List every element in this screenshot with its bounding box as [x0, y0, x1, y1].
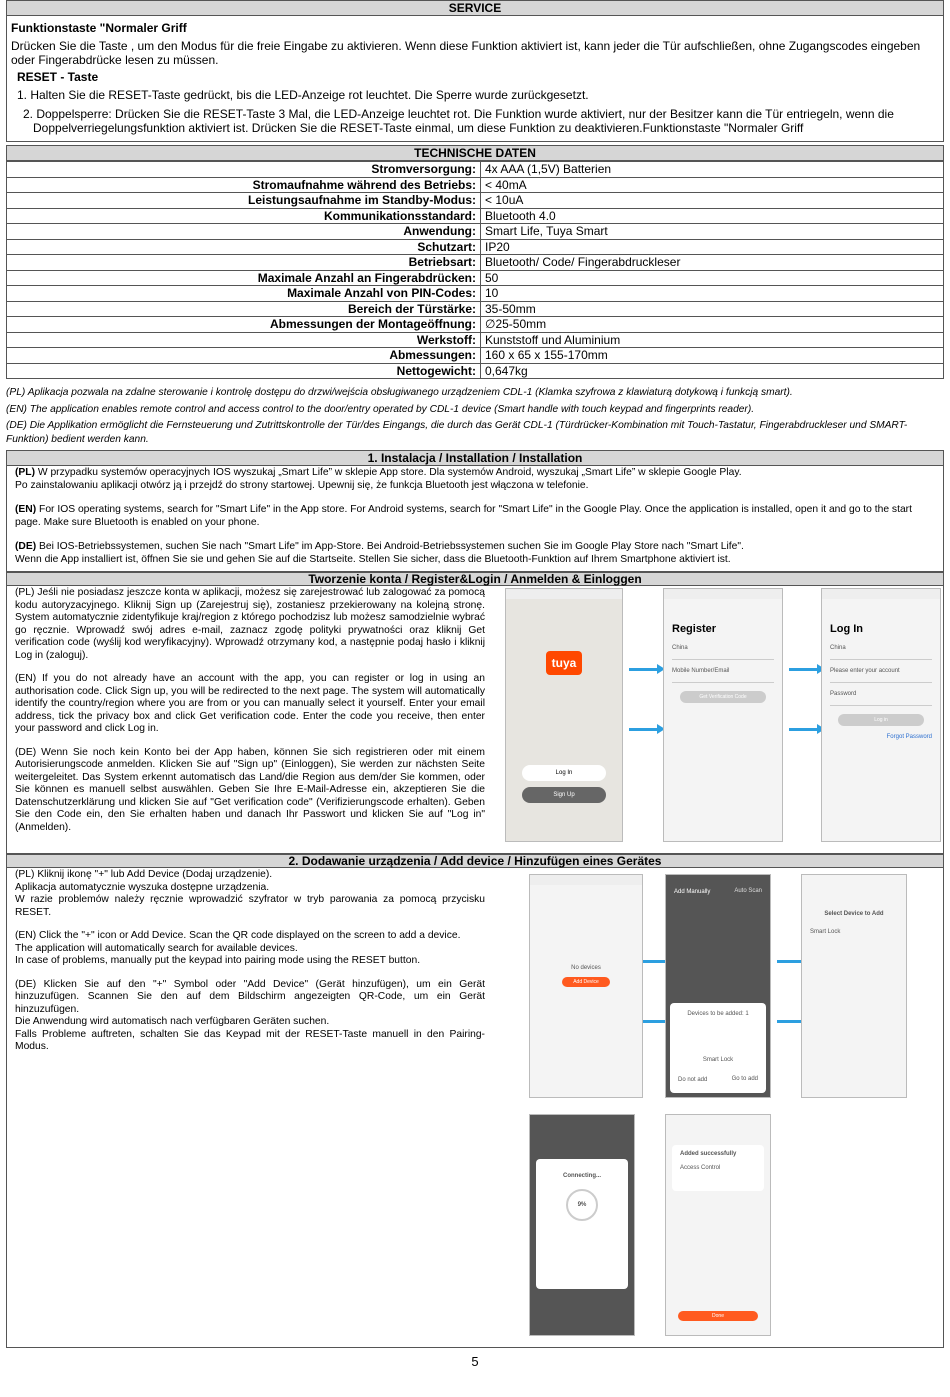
- install-de-1: Bei IOS-Betriebssystemen, suchen Sie nach "Smart Life" im App-Store. Bei Android-Betriebssystemen suchen Sie im Google Play Store nach "Smart Life".: [36, 541, 744, 552]
- install-de-2: Wenn die App installiert ist, öffnen Sie sie und gehen Sie auf die Startseite. Stellen Sie sicher, dass die Bluetooth-Funktion auf Ihrem Smartphone aktiviert ist.: [15, 553, 731, 565]
- tech-header: TECHNISCHE DATEN: [6, 145, 944, 161]
- select-smart-lock-item[interactable]: Smart Lock: [810, 929, 841, 935]
- install-section: [6, 466, 944, 572]
- reset-title: RESET - Taste: [17, 69, 99, 84]
- tech-value: Smart Life, Tuya Smart: [481, 224, 944, 240]
- tech-value: < 40mA: [481, 177, 944, 193]
- forgot-password-link[interactable]: Forgot Password: [886, 734, 932, 740]
- note-en: (EN) The application enables remote control and access control to the door/entry operated by CDL-1 device (Smart handle with touch keypad and fingerprints reader).: [6, 403, 755, 415]
- tech-value: Bluetooth 4.0: [481, 208, 944, 224]
- tech-value: Kunststoff und Aluminium: [481, 332, 944, 348]
- tech-key: Maximale Anzahl von PIN-Codes:: [7, 286, 481, 302]
- go-to-add-button[interactable]: Go to add: [731, 1076, 758, 1082]
- device-pl-1: (PL) Kliknij ikonę "+" lub Add Device (Dodaj urządzenie).: [15, 869, 273, 880]
- connecting-title: Connecting...: [563, 1173, 601, 1179]
- tech-key: Werkstoff:: [7, 332, 481, 348]
- tech-value: 35-50mm: [481, 301, 944, 317]
- device-section: [6, 868, 944, 1348]
- device-en-3: In case of problems, manually put the keypad into pairing mode using the RESET button.: [15, 955, 421, 966]
- tech-key: Maximale Anzahl an Fingerabdrücken:: [7, 270, 481, 286]
- tech-row: [7, 317, 944, 333]
- install-pl-2: Po zainstalowaniu aplikacji otwórz ją i przejdź do strony startowej. Upewnij się, że funkcja Bluetooth jest włączona w telefonie.: [15, 479, 589, 491]
- progress-percent: 9%: [566, 1189, 598, 1221]
- tech-value: 50: [481, 270, 944, 286]
- arrow-icon: [789, 668, 819, 671]
- device-de-2: Die Anwendung wird automatisch nach verfügbaren Geräten suchen.: [15, 1016, 330, 1027]
- tech-table: [6, 161, 944, 379]
- added-item: Access Control: [680, 1165, 721, 1171]
- tech-row: [7, 348, 944, 364]
- login-title: Log In: [830, 623, 863, 635]
- tech-row: [7, 224, 944, 240]
- tech-value: Bluetooth/ Code/ Fingerabdruckleser: [481, 255, 944, 271]
- account-field[interactable]: Please enter your account: [830, 668, 900, 674]
- tuya-logo: tuya: [546, 651, 582, 675]
- service-section: [6, 16, 944, 142]
- tech-row: [7, 301, 944, 317]
- select-device-screen: [801, 874, 907, 1098]
- select-device-title: Select Device to Add: [824, 911, 884, 917]
- tech-value: < 10uA: [481, 193, 944, 209]
- app-start-screen: [505, 588, 623, 842]
- tech-value: 0,647kg: [481, 363, 944, 379]
- done-button[interactable]: Done: [678, 1311, 758, 1321]
- arrow-icon: [629, 668, 659, 671]
- device-de-1: (DE) Klicken Sie auf den "+" Symbol oder "Add Device" (Gerät hinzufügen), um ein Gerät hinzuzufügen. Scannen Sie den auf dem Bildschirm angezeigten QR-Code, um ein Gerät hinzuzufügen.: [15, 978, 485, 1015]
- devices-to-add-text: Devices to be added: 1: [687, 1011, 749, 1017]
- device-screenshots: [487, 868, 943, 1347]
- tech-key: Stromversorgung:: [7, 162, 481, 178]
- country-select[interactable]: China: [672, 645, 688, 651]
- arrow-icon: [629, 728, 659, 731]
- sign-up-button[interactable]: Sign Up: [522, 787, 606, 803]
- note-de: (DE) Die Applikation ermöglicht die Fernsteuerung und Zutrittskontrolle der Tür/des Eingangs, die durch das Gerät CDL-1 (Türdrücker-Kombination mit Touch-Tastatur, Fingerabdruckleser und SMART-Funktion) bedient werden kann.: [6, 420, 908, 445]
- get-code-button[interactable]: Get Verification Code: [680, 691, 766, 703]
- smart-lock-label: Smart Lock: [702, 1057, 734, 1063]
- tech-value: ∅25-50mm: [481, 317, 944, 333]
- login-country[interactable]: China: [830, 645, 846, 651]
- log-in-button[interactable]: Log In: [522, 765, 606, 781]
- tech-row: [7, 208, 944, 224]
- tech-key: Abmessungen:: [7, 348, 481, 364]
- install-en-tag: (EN): [15, 504, 37, 515]
- register-pl: (PL) Jeśli nie posiadasz jeszcze konta w aplikacji, możesz się zarejestrować lub zalogować za pomocą kodu autoryzacyjnego. Kliknij Sign up (Zarejestruj się), zostaniesz przekierowany na kolejną stronę. System automatycznie zidentyfikuje kraj/region z którego pochodzisz lub możesz samodzielnie wybrać go ręcznie. Wprowadź swój adres e-mail, zaznacz zgodę polityki prywatności oraz kliknij Get verification code (wyślij kod weryfikacyjny). Wprowadź otrzymany kod, a następnie podaj hasło i kliknij Log in (zaloguj).: [15, 587, 485, 661]
- added-screen: [665, 1114, 771, 1336]
- page-number: 5: [471, 1354, 479, 1369]
- auto-scan-tab[interactable]: Auto Scan: [734, 888, 762, 894]
- home-screen: [529, 874, 643, 1098]
- device-en-2: The application will automatically search for available devices.: [15, 942, 298, 954]
- arrow-icon: [789, 728, 819, 731]
- email-field[interactable]: Mobile Number/Email: [672, 668, 730, 674]
- tech-key: Kommunikationsstandard:: [7, 208, 481, 224]
- register-screen: [663, 588, 783, 842]
- func-title: Funktionstaste "Normaler Griff: [11, 21, 187, 35]
- tech-row: [7, 255, 944, 271]
- tech-key: Abmessungen der Montageöffnung:: [7, 317, 481, 333]
- device-pl-2: Aplikacja automatycznie wyszuka dostępne urządzenia.: [15, 881, 270, 893]
- tech-row: [7, 286, 944, 302]
- tech-row: [7, 177, 944, 193]
- tech-value: IP20: [481, 239, 944, 255]
- added-title: Added successfully: [680, 1151, 737, 1157]
- tech-value: 160 x 65 x 155-170mm: [481, 348, 944, 364]
- tech-value: 4x AAA (1,5V) Batterien: [481, 162, 944, 178]
- add-manually-screen: [665, 874, 771, 1098]
- connecting-screen: [529, 1114, 635, 1336]
- register-section: [6, 586, 944, 854]
- password-field[interactable]: Password: [830, 691, 857, 697]
- install-de-tag: (DE): [15, 541, 37, 552]
- do-not-add-button[interactable]: Do not add: [678, 1077, 708, 1083]
- install-pl-1: W przypadku systemów operacyjnych IOS wyszukaj „Smart Life” w sklepie App store. Dla systemów Android, wyszukaj „Smart Life” w sklepie Google Play.: [35, 467, 742, 478]
- register-title: Register: [672, 623, 717, 635]
- tech-key: Anwendung:: [7, 224, 481, 240]
- reset-item-2: 2. Doppelsperre: Drücken Sie die RESET-Taste 3 Mal, die LED-Anzeige leuchtet rot. Die Funktion wurde aktiviert, nur der Besitzer kann die Tür entriegeln, wenn die Doppelverriegelungsfunktion aktiviert ist. Drücken Sie die RESET-Taste einmal, um diese Funktion zu deaktivieren.Funktionstaste "Normaler Griff: [23, 106, 894, 135]
- login-button[interactable]: Log in: [838, 714, 924, 726]
- tech-key: Bereich der Türstärke:: [7, 301, 481, 317]
- install-header: 1. Instalacja / Installation / Installation: [6, 450, 944, 466]
- device-header: 2. Dodawanie urządzenia / Add device / Hinzufügen eines Gerätes: [6, 854, 944, 868]
- register-de: (DE) Wenn Sie noch kein Konto bei der App haben, können Sie sich registrieren oder mit einem Autorisierungscode anmelden. Klicken Sie auf "Sign up" (Einloggen), Sie werden zur nächsten Seite weitergeleitet. Das System erkennt automatisch das Land/die Region aus dem/der Sie kommen, oder Sie können es manuell selbst auswählen. Geben Sie Ihre E-Mail-Adresse ein, akzeptieren Sie die Datenschutzerklärung und klicken Sie auf "Get verification code" (Verifizierungscode erhalten). Geben Sie den Code ein, den Sie erhalten haben und danach Ihr Passwort und klicken Sie auf "Log in" (Anmelden).: [15, 746, 485, 833]
- register-header: Tworzenie konta / Register&Login / Anmelden & Einloggen: [6, 572, 944, 586]
- tech-key: Nettogewicht:: [7, 363, 481, 379]
- func-text: Drücken Sie die Taste , um den Modus für die freie Eingabe zu aktivieren. Wenn diese Funktion aktiviert ist, kann jeder die Tür aufschließen, ohne Zugangscodes eingeben oder Fingerabdrücke lesen zu müssen.: [11, 38, 921, 67]
- register-screenshots: [487, 586, 943, 853]
- tech-row: [7, 162, 944, 178]
- notes: [6, 386, 944, 446]
- add-manually-tab[interactable]: Add Manually: [674, 889, 711, 895]
- tech-key: Leistungsaufnahme im Standby-Modus:: [7, 193, 481, 209]
- service-header: SERVICE: [6, 0, 944, 16]
- tech-row: [7, 193, 944, 209]
- tech-row: [7, 332, 944, 348]
- tech-key: Betriebsart:: [7, 255, 481, 271]
- reset-item-1: 1. Halten Sie die RESET-Taste gedrückt, bis die LED-Anzeige rot leuchtet. Die Sperre wurde zurückgesetzt.: [17, 88, 589, 102]
- no-devices-text: No devices: [571, 965, 601, 971]
- add-device-button[interactable]: Add Device: [562, 977, 610, 987]
- tech-value: 10: [481, 286, 944, 302]
- register-en: (EN) If you do not already have an account with the app, you can register or log in using an authorisation code. Click Sign up, you will be redirected to the next page. The system will automatically identify the country/region where you are from or you can manually select it yourself. Enter your email address, tick the privacy box and click Get verification code. Enter the code you receive, then enter your password and click Log in.: [15, 673, 485, 734]
- login-screen: [821, 588, 941, 842]
- tech-row: [7, 363, 944, 379]
- note-pl: (PL) Aplikacja pozwala na zdalne sterowanie i kontrolę dostępu do drzwi/wejścia obsługiwanego urządzeniem CDL-1 (Klamka szyfrowa z klawiaturą dotykową i funkcją smart).: [6, 387, 793, 398]
- tech-row: [7, 239, 944, 255]
- device-pl-3: W razie problemów należy ręcznie wprowadzić szyfrator w tryb parowania za pomocą przycisku RESET.: [15, 894, 485, 918]
- device-de-3: Falls Probleme auftreten, schalten Sie das Keypad mit der RESET-Taste manuell in den Pairing-Modus.: [15, 1028, 485, 1052]
- tech-key: Stromaufnahme während des Betriebs:: [7, 177, 481, 193]
- tech-row: [7, 270, 944, 286]
- install-en-1: For IOS operating systems, search for "Smart Life" in the App store. For Android systems, search for "Smart Life" in the Google Play. Once the application is installed, open it and go to the start page. Make sure Bluetooth is enabled on your phone.: [15, 504, 912, 528]
- install-pl-tag: (PL): [15, 467, 36, 478]
- device-en-1: (EN) Click the "+" icon or Add Device. Scan the QR code displayed on the screen to add a device.: [15, 930, 461, 941]
- tech-key: Schutzart:: [7, 239, 481, 255]
